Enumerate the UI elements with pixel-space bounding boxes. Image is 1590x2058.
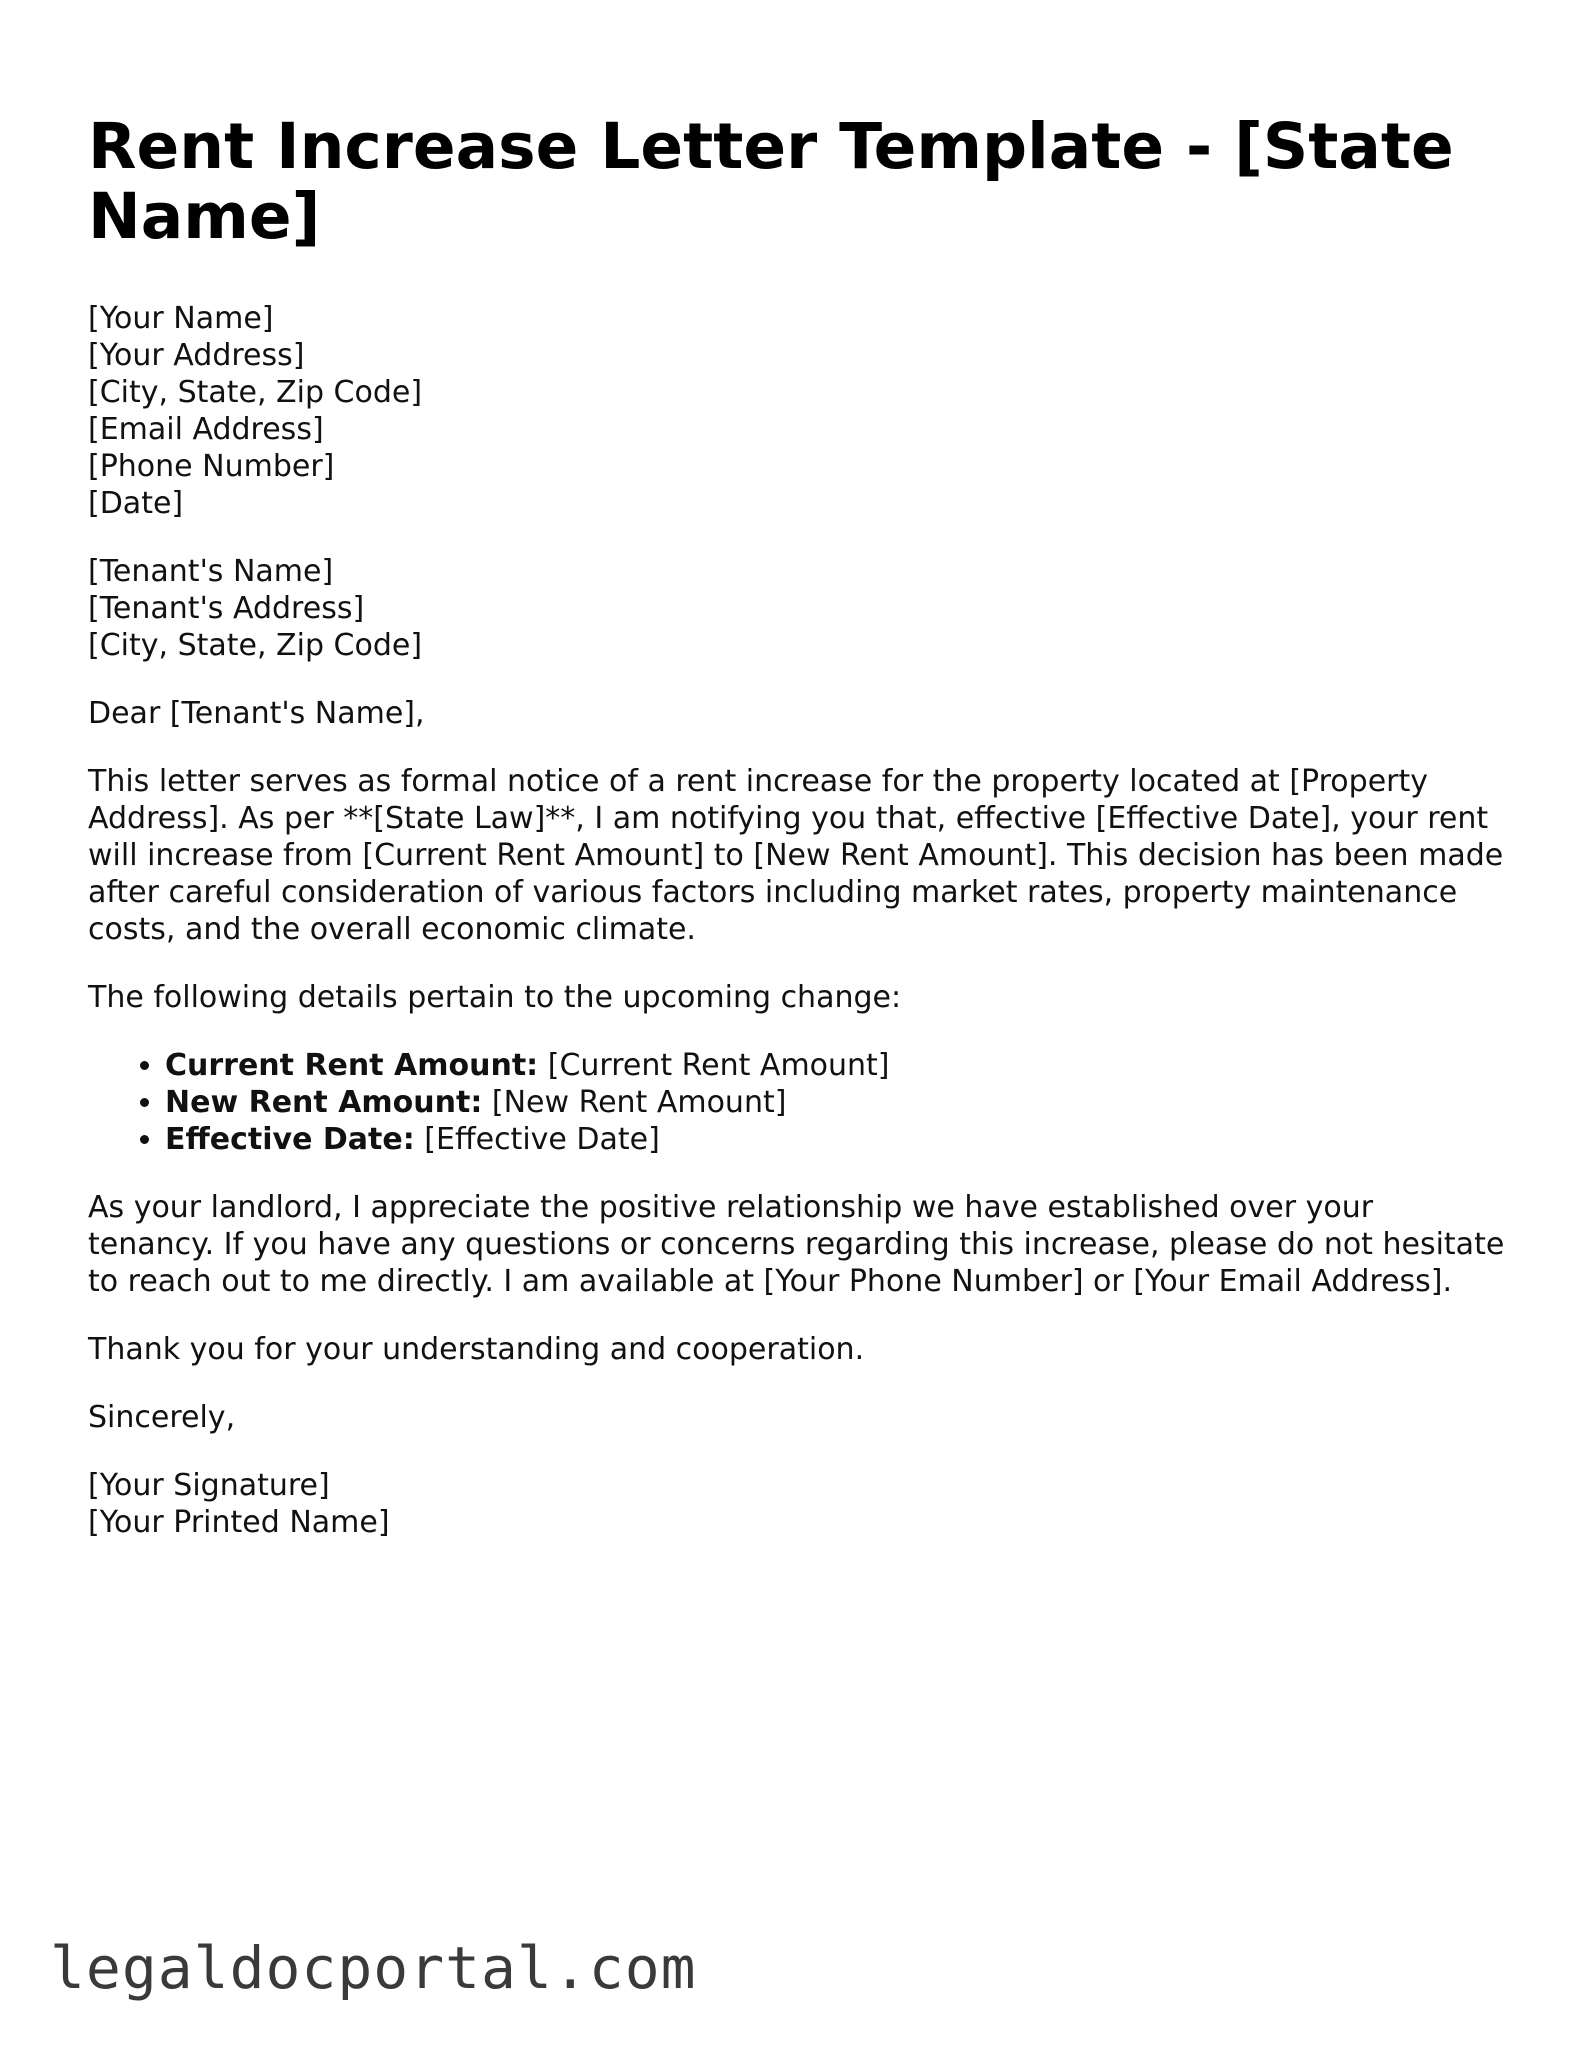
letter-document: [88, 112, 1508, 1572]
sender-email: [Email Address]: [88, 412, 324, 447]
list-item: [165, 1047, 1508, 1084]
detail-label: New Rent Amount:: [165, 1085, 483, 1120]
letter-date: [Date]: [88, 486, 184, 521]
detail-value: [New Rent Amount]: [491, 1085, 787, 1120]
sender-phone: [Phone Number]: [88, 449, 335, 484]
page-title: Rent Increase Letter Template - [State Name]: [88, 110, 1454, 253]
detail-value: [Effective Date]: [424, 1122, 660, 1157]
sender-city-state-zip: [City, State, Zip Code]: [88, 375, 423, 410]
salutation: Dear [Tenant's Name],: [88, 696, 425, 731]
recipient-address-block: [88, 553, 1508, 664]
list-item: [165, 1084, 1508, 1121]
detail-value: [Current Rent Amount]: [547, 1048, 890, 1083]
notice-paragraph: This letter serves as formal notice of a rent increase for the property located at [Property Address]. As per **[State Law]**, I am notifying you that, effective [Effective Date], your rent will increase from [Current Rent Amount] to [New Rent Amount]. This decision has been made after careful consideration of various factors including market rates, property maintenance costs, and the overall economic climate.: [88, 764, 1504, 947]
sender-address: [Your Address]: [88, 338, 305, 373]
details-intro: The following details pertain to the upcoming change:: [88, 980, 902, 1015]
tenant-address: [Tenant's Address]: [88, 591, 365, 626]
watermark-logo: legaldocportal.com: [50, 1934, 697, 2002]
signature-line: [Your Signature]: [88, 1468, 330, 1503]
details-list: [88, 1047, 1508, 1158]
signature-block: [88, 1467, 1508, 1541]
detail-label: Effective Date:: [165, 1122, 415, 1157]
closing: Sincerely,: [88, 1400, 236, 1435]
sender-address-block: [88, 300, 1508, 522]
tenant-name: [Tenant's Name]: [88, 554, 334, 589]
detail-label: Current Rent Amount:: [165, 1048, 539, 1083]
printed-name: [Your Printed Name]: [88, 1505, 390, 1540]
thanks-line: Thank you for your understanding and cooperation.: [88, 1332, 865, 1367]
tenant-city-state-zip: [City, State, Zip Code]: [88, 628, 423, 663]
sender-name: [Your Name]: [88, 301, 274, 336]
list-item: [165, 1121, 1508, 1158]
relationship-paragraph: As your landlord, I appreciate the positive relationship we have established over your tenancy. If you have any questions or concerns regarding this increase, please do not hesitate to reach out to me directly. I am available at [Your Phone Number] or [Your Email Address].: [88, 1190, 1505, 1299]
